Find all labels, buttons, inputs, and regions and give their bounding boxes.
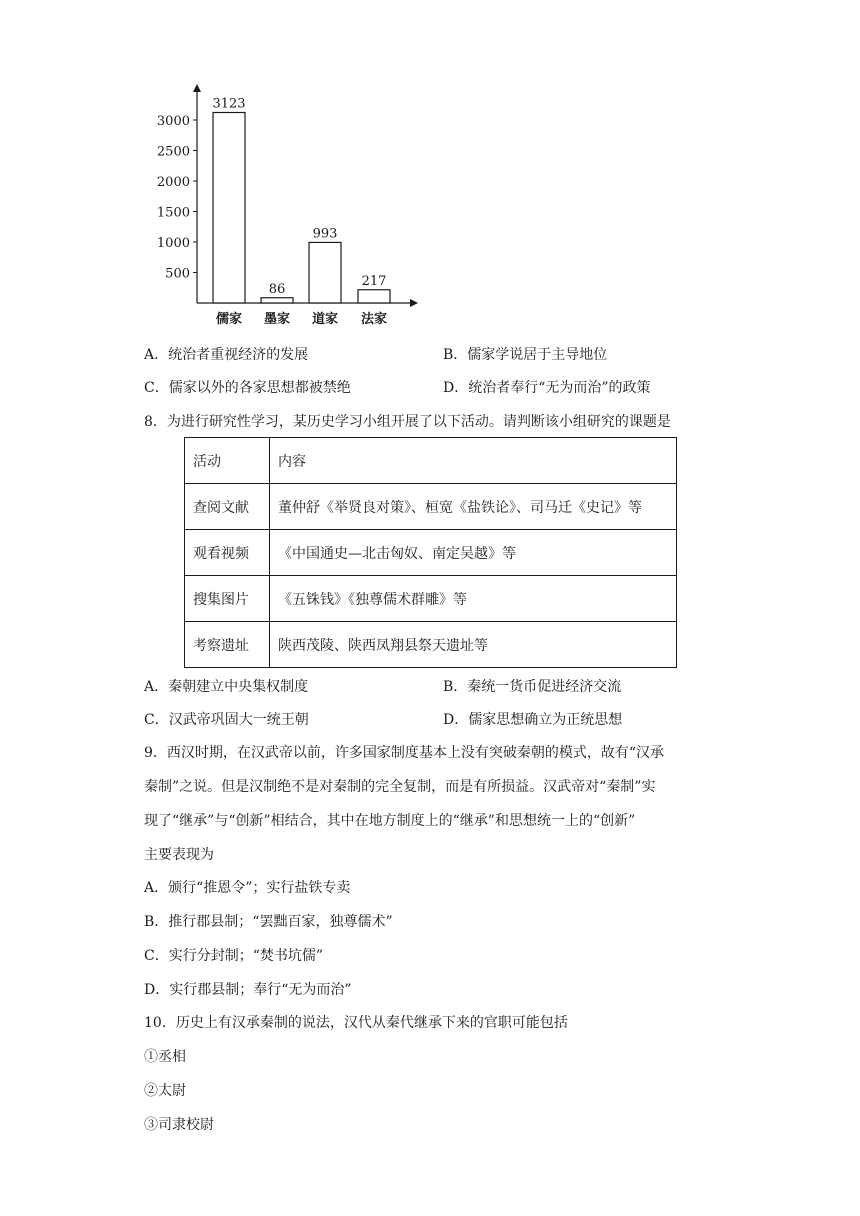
- q8-option-b[interactable]: B．秦统一货币促进经济交流: [443, 679, 622, 695]
- table-cell-content: 陕西茂陵、陕西凤翔县祭天遗址等: [270, 622, 677, 668]
- q9-option-a[interactable]: A．颁行“推恩令”；实行盐铁专卖: [144, 880, 351, 896]
- y-tick-label: 1500: [156, 205, 190, 221]
- q7-option-d[interactable]: D．统治者奉行“无为而治”的政策: [443, 380, 651, 396]
- bar: [309, 242, 341, 303]
- y-tick-label: 1000: [156, 236, 190, 251]
- x-axis-arrow-icon: [410, 299, 418, 307]
- q10-item: ①丞相: [144, 1049, 186, 1065]
- q9-option-b[interactable]: B．推行郡县制；“罢黜百家，独尊儒术”: [144, 914, 393, 930]
- q9-stem-line: 主要表现为: [144, 847, 214, 863]
- table-cell-content: 《五铢钱》《独尊儒术群雕》等: [270, 576, 677, 622]
- table-row: [185, 484, 677, 530]
- table-header-row: [185, 438, 677, 484]
- x-tick-label: 法家: [360, 312, 388, 327]
- table-header-cell: 内容: [270, 438, 677, 484]
- q9-stem-line: 秦制”之说。但是汉制绝不是对秦制的完全复制，而是有所损益。汉武帝对“秦制”实: [144, 779, 656, 795]
- q9-option-d[interactable]: D．实行郡县制；奉行“无为而治”: [144, 982, 352, 998]
- table-cell-activity: 观看视频: [185, 530, 270, 576]
- y-tick-label: 2500: [156, 144, 190, 160]
- q10-stem: 10．历史上有汉承秦制的说法，汉代从秦代继承下来的官职可能包括: [144, 1015, 568, 1031]
- y-tick-label: 3000: [156, 114, 190, 129]
- y-tick-label: 500: [165, 266, 190, 282]
- y-axis-arrow-icon: [193, 84, 201, 92]
- table-cell-activity: 搜集图片: [185, 576, 270, 622]
- table-cell-activity: 查阅文献: [185, 484, 270, 530]
- q8-option-d[interactable]: D．儒家思想确立为正统思想: [443, 712, 623, 728]
- bar: [213, 112, 245, 303]
- data-label: 3123: [212, 96, 246, 112]
- table-header-cell: 活动: [185, 438, 270, 484]
- x-tick-label: 墨家: [263, 312, 291, 327]
- data-label: 993: [312, 226, 338, 242]
- x-tick-label: 儒家: [215, 312, 243, 327]
- q9-option-c[interactable]: C．实行分封制；“焚书坑儒”: [144, 948, 324, 964]
- q7-option-b[interactable]: B．儒家学说居于主导地位: [443, 347, 608, 363]
- activity-table: [184, 437, 677, 668]
- q9-stem-line: 9．西汉时期，在汉武帝以前，许多国家制度基本上没有突破秦朝的模式，故有“汉承: [144, 745, 665, 761]
- q7-option-a[interactable]: A．统治者重视经济的发展: [144, 347, 309, 363]
- table-row: [185, 576, 677, 622]
- table-cell-activity: 考察遗址: [185, 622, 270, 668]
- q8-stem: 8．为进行研究性学习，某历史学习小组开展了以下活动。请判断该小组研究的课题是: [144, 414, 671, 430]
- x-tick-label: 道家: [311, 312, 339, 327]
- q8-option-a[interactable]: A．秦朝建立中央集权制度: [144, 679, 309, 695]
- q10-item: ③司隶校尉: [144, 1117, 214, 1133]
- bar: [358, 290, 390, 303]
- q9-stem-line: 现了“继承”与“创新”相结合，其中在地方制度上的“继承”和思想统一上的“创新”: [144, 813, 636, 829]
- q10-item: ②太尉: [144, 1083, 186, 1099]
- q8-option-c[interactable]: C．汉武帝巩固大一统王朝: [144, 712, 309, 728]
- bar-chart: [0, 0, 860, 340]
- table-cell-content: 《中国通史—北击匈奴、南定吴越》等: [270, 530, 677, 576]
- data-label: 86: [268, 281, 286, 297]
- q7-option-c[interactable]: C．儒家以外的各家思想都被禁绝: [144, 380, 351, 396]
- y-tick-label: 2000: [156, 175, 190, 190]
- table-cell-content: 董仲舒《举贤良对策》、桓宽《盐铁论》、司马迁《史记》等: [270, 484, 677, 530]
- table-row: [185, 530, 677, 576]
- table-row: [185, 622, 677, 668]
- data-label: 217: [361, 273, 387, 289]
- bar: [261, 298, 293, 303]
